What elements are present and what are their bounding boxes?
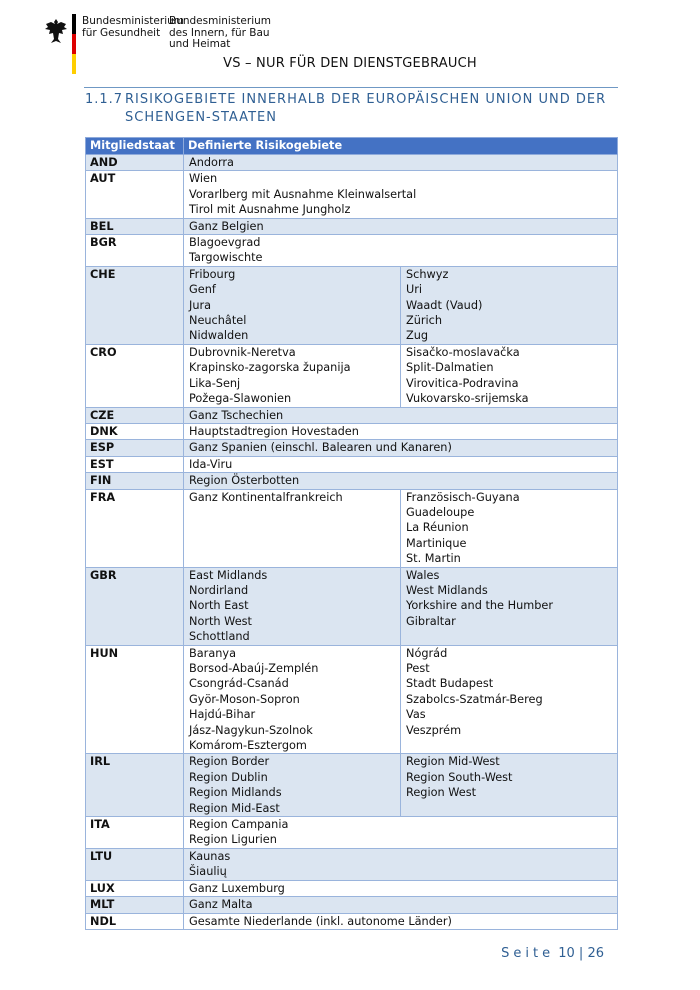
- risk-area-item: Baranya: [189, 646, 237, 660]
- risk-area-item: Stadt Budapest: [406, 677, 494, 691]
- risk-area-item: Zürich: [406, 314, 443, 328]
- risk-area-item: Split-Dalmatien: [406, 361, 494, 375]
- table-row: [86, 897, 618, 913]
- member-state-code: DNK: [86, 423, 184, 439]
- risk-area-item: Zug: [406, 329, 429, 343]
- column-header-risk-areas: Definierte Risikogebiete: [184, 138, 618, 155]
- risk-area-item: Lika-Senj: [189, 376, 241, 390]
- risk-areas-left: [184, 880, 618, 896]
- risk-area-item: St. Martin: [406, 552, 461, 566]
- risk-areas-left: [184, 155, 618, 171]
- risk-area-item: Nidwalden: [189, 329, 249, 343]
- risk-area-item: Požega-Slawonien: [189, 392, 292, 406]
- risk-area-item: Region Border: [189, 755, 270, 769]
- risk-areas-left: [184, 423, 618, 439]
- risk-area-item: Guadeloupe: [406, 505, 475, 519]
- table-row: [86, 473, 618, 489]
- section-divider: [84, 87, 618, 88]
- page-separator: |: [578, 946, 584, 961]
- risk-area-item: Region South-West: [406, 770, 513, 784]
- risk-areas-left: [184, 754, 401, 817]
- risk-area-item: Region Campania: [189, 818, 289, 832]
- risk-areas-table: [85, 137, 618, 930]
- risk-area-item: Ganz Kontinentalfrankreich: [189, 490, 343, 504]
- risk-area-item: Csongrád-Csanád: [189, 677, 289, 691]
- risk-area-item: Fribourg: [189, 267, 236, 281]
- member-state-code: FIN: [86, 473, 184, 489]
- risk-areas-left: [184, 440, 618, 456]
- page-label: Seite: [501, 946, 555, 961]
- member-state-code: AUT: [86, 171, 184, 218]
- table-header-row: [86, 138, 618, 155]
- federal-eagle-icon: [44, 18, 68, 44]
- risk-areas-right: [401, 489, 618, 567]
- risk-areas-right: [401, 567, 618, 645]
- risk-areas-left: [184, 897, 618, 913]
- member-state-code: NDL: [86, 913, 184, 929]
- risk-areas-right: [401, 266, 618, 344]
- column-header-member-state: Mitgliedstaat: [86, 138, 184, 155]
- table-row: [86, 266, 618, 344]
- member-state-code: EST: [86, 456, 184, 472]
- table-row: [86, 489, 618, 567]
- risk-area-item: Hajdú-Bihar: [189, 708, 256, 722]
- risk-area-item: Gibraltar: [406, 614, 456, 628]
- risk-area-item: Jura: [189, 298, 212, 312]
- risk-area-item: Region Mid-West: [406, 755, 500, 769]
- table-row: [86, 344, 618, 407]
- risk-areas-left: [184, 473, 618, 489]
- member-state-code: BGR: [86, 235, 184, 267]
- risk-area-item: Krapinsko-zagorska županija: [189, 361, 351, 375]
- risk-areas-left: [184, 266, 401, 344]
- risk-area-item: Vorarlberg mit Ausnahme Kleinwalsertal: [189, 187, 417, 201]
- risk-area-item: North West: [189, 614, 252, 628]
- risk-areas-left: [184, 913, 618, 929]
- risk-area-item: Šiaulių: [189, 865, 227, 879]
- risk-area-item: Uri: [406, 283, 423, 297]
- risk-area-item: Kaunas: [189, 849, 231, 863]
- table-row: [86, 817, 618, 849]
- risk-area-item: Andorra: [189, 156, 234, 169]
- member-state-code: LUX: [86, 880, 184, 896]
- table-row: [86, 754, 618, 817]
- table-row: [86, 423, 618, 439]
- risk-areas-left: [184, 567, 401, 645]
- member-state-code: MLT: [86, 897, 184, 913]
- risk-areas-left: [184, 171, 618, 218]
- table-row: [86, 913, 618, 929]
- risk-area-item: Genf: [189, 283, 216, 297]
- risk-area-item: Ganz Spanien (einschl. Balearen und Kanaren): [189, 441, 452, 455]
- risk-areas-right: [401, 754, 618, 817]
- page-footer: [501, 946, 604, 961]
- member-state-code: HUN: [86, 645, 184, 754]
- risk-areas-right: [401, 344, 618, 407]
- risk-area-item: Wien: [189, 172, 218, 186]
- risk-areas-left: [184, 344, 401, 407]
- risk-area-item: Region Österbotten: [189, 474, 300, 488]
- risk-area-item: Ganz Luxemburg: [189, 881, 285, 895]
- risk-areas-left: [184, 489, 401, 567]
- member-state-code: ITA: [86, 817, 184, 849]
- risk-areas-left: [184, 848, 618, 880]
- member-state-code: FRA: [86, 489, 184, 567]
- member-state-code: LTU: [86, 848, 184, 880]
- page-total: 26: [587, 946, 604, 961]
- table-row: [86, 171, 618, 218]
- risk-area-item: Region Ligurien: [189, 833, 277, 847]
- risk-area-item: Region West: [406, 786, 477, 800]
- page-number: 10: [558, 946, 575, 961]
- risk-area-item: Pest: [406, 662, 430, 675]
- member-state-code: IRL: [86, 754, 184, 817]
- risk-area-item: Hauptstadtregion Hovestaden: [189, 424, 359, 438]
- ministry-interior-name: Bundesministerium des Innern, für Bau und Heimat: [169, 15, 271, 50]
- risk-area-item: Vas: [406, 708, 426, 722]
- risk-area-item: Schottland: [189, 630, 250, 644]
- risk-area-item: Yorkshire and the Humber: [406, 599, 554, 613]
- risk-area-item: Vukovarsko-srijemska: [406, 392, 529, 406]
- section-title: RISIKOGEBIETE INNERHALB DER EUROPÄISCHEN UNION UND DER SCHENGEN-STAATEN: [125, 92, 607, 125]
- risk-area-item: Györ-Moson-Sopron: [189, 692, 300, 706]
- table-row: [86, 880, 618, 896]
- risk-area-item: Waadt (Vaud): [406, 298, 483, 312]
- risk-area-item: West Midlands: [406, 583, 488, 597]
- risk-area-item: Schwyz: [406, 267, 449, 281]
- risk-area-item: La Réunion: [406, 521, 469, 535]
- risk-area-item: Wales: [406, 568, 440, 582]
- member-state-code: GBR: [86, 567, 184, 645]
- risk-area-item: Martinique: [406, 536, 467, 550]
- risk-area-item: Borsod-Abaúj-Zemplén: [189, 662, 319, 675]
- risk-areas-left: [184, 407, 618, 423]
- risk-area-item: Ida-Viru: [189, 457, 233, 471]
- table-row: [86, 645, 618, 754]
- risk-area-item: Nógrád: [406, 646, 448, 660]
- risk-area-item: Tirol mit Ausnahme Jungholz: [189, 203, 351, 217]
- risk-area-item: Neuchâtel: [189, 314, 247, 328]
- risk-area-item: Region Dublin: [189, 770, 268, 784]
- risk-area-item: Ganz Belgien: [189, 219, 264, 233]
- risk-area-item: Dubrovnik-Neretva: [189, 345, 296, 359]
- section-number: 1.1.7: [85, 92, 124, 107]
- risk-area-item: Blagoevgrad: [189, 236, 261, 250]
- member-state-code: AND: [86, 155, 184, 171]
- risk-area-item: Gesamte Niederlande (inkl. autonome Länder): [189, 914, 452, 928]
- table-row: [86, 407, 618, 423]
- risk-area-item: Nordirland: [189, 583, 249, 597]
- risk-areas-left: [184, 817, 618, 849]
- risk-area-item: East Midlands: [189, 568, 268, 582]
- risk-area-item: Virovitica-Podravina: [406, 376, 519, 390]
- risk-area-item: Region Mid-East: [189, 801, 280, 815]
- risk-area-item: Jász-Nagykun-Szolnok: [189, 723, 313, 737]
- risk-area-item: Sisačko-moslavačka: [406, 345, 520, 359]
- table-row: [86, 235, 618, 267]
- risk-area-item: Veszprém: [406, 723, 462, 737]
- classification-label: VS – NUR FÜR DEN DIENSTGEBRAUCH: [223, 56, 477, 71]
- risk-area-item: Komárom-Esztergom: [189, 739, 307, 753]
- table-row: [86, 218, 618, 234]
- risk-area-item: Region Midlands: [189, 786, 282, 800]
- table-row: [86, 848, 618, 880]
- member-state-code: CHE: [86, 266, 184, 344]
- risk-areas-left: [184, 235, 618, 267]
- member-state-code: ESP: [86, 440, 184, 456]
- risk-areas-left: [184, 218, 618, 234]
- risk-area-item: Ganz Malta: [189, 898, 253, 912]
- table-row: [86, 456, 618, 472]
- risk-area-item: Ganz Tschechien: [189, 408, 284, 422]
- risk-areas-left: [184, 645, 401, 754]
- risk-areas-right: [401, 645, 618, 754]
- risk-areas-left: [184, 456, 618, 472]
- risk-area-item: Targowischte: [189, 251, 263, 265]
- table-row: [86, 567, 618, 645]
- member-state-code: BEL: [86, 218, 184, 234]
- table-row: [86, 440, 618, 456]
- risk-area-item: Französisch-Guyana: [406, 490, 520, 504]
- risk-area-item: North East: [189, 599, 249, 613]
- risk-area-item: Szabolcs-Szatmár-Bereg: [406, 692, 543, 706]
- ministry-health-name: Bundesministerium für Gesundheit: [82, 15, 184, 39]
- table-row: [86, 155, 618, 171]
- member-state-code: CZE: [86, 407, 184, 423]
- member-state-code: CRO: [86, 344, 184, 407]
